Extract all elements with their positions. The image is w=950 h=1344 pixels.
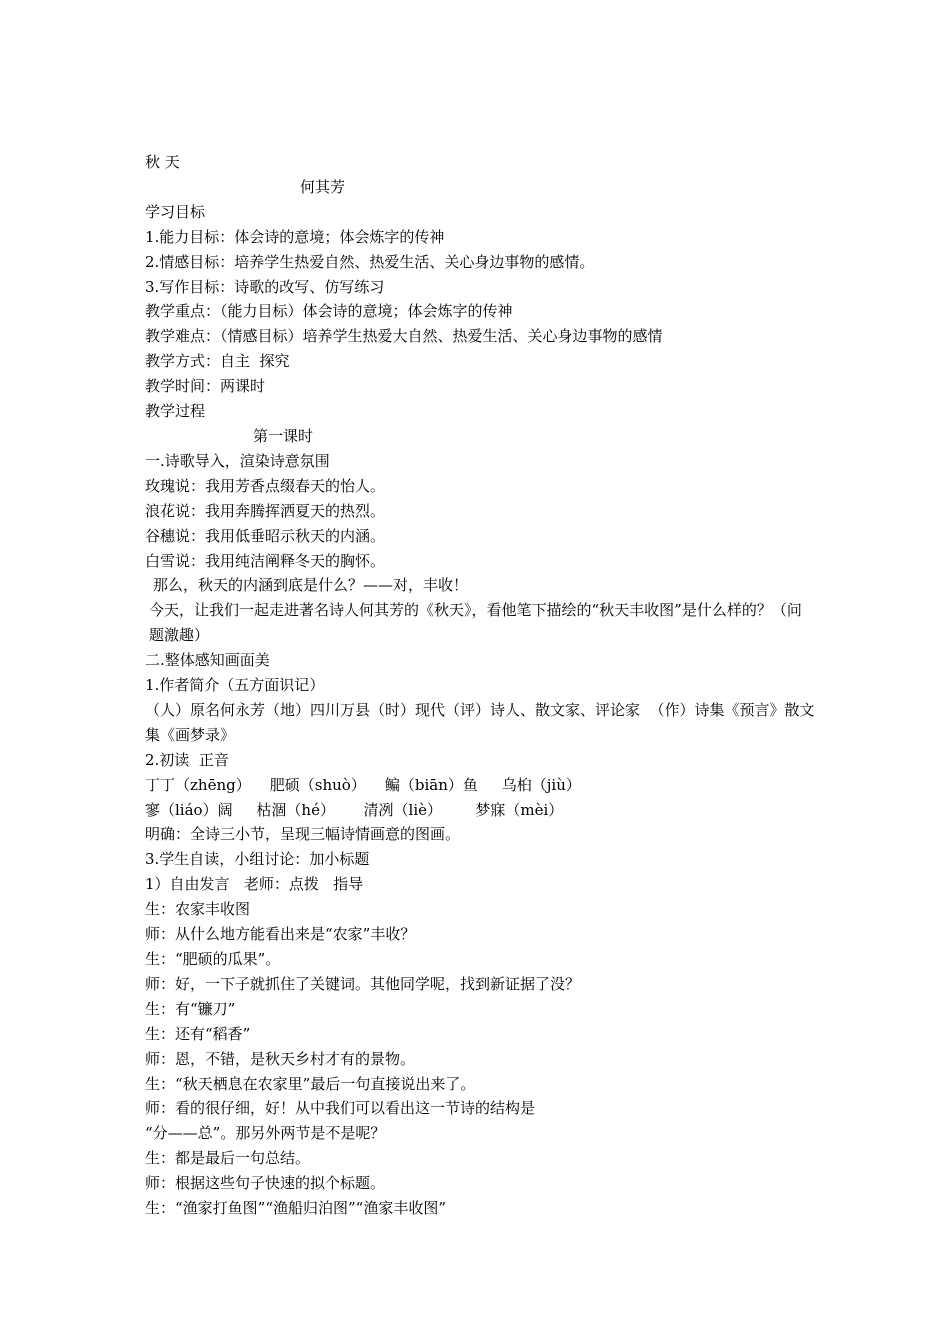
dialogue-teacher-4-cont: “分——总”。那另外两节是不是呢？ [145,1124,386,1143]
grain-line: 谷穗说：我用低垂昭示秋天的内涵。 [145,526,386,545]
self-read-heading: 3.学生自读，小组讨论：加小标题 [145,850,370,869]
snow-line: 白雪说：我用纯洁阐释冬天的胸怀。 [145,551,386,570]
dialogue-teacher-4: 师：看的很仔细，好！从中我们可以看出这一节诗的结构是 [145,1099,536,1118]
question-line: 那么，秋天的内涵到底是什么？——对，丰收！ [153,576,469,595]
pinyin-line-1: 丁丁（zhēng） 肥硕（shuò） 鳊（biān）鱼 乌桕（jiù） [145,775,581,794]
teaching-method: 教学方式：自主 探究 [145,352,290,371]
today-paragraph: 今天，让我们一起走进著名诗人何其芳的《秋天》，看他笔下描绘的“秋天丰收图”是什么样的？（问题激趣） [149,601,802,645]
dialogue-teacher-3: 师：恩，不错，是秋天乡村才有的景物。 [145,1049,416,1068]
dialogue-teacher-2: 师：好，一下子就抓住了关键词。其他同学呢，找到新证据了没？ [145,974,581,993]
free-speech-line: 1）自由发言 老师：点拨 指导 [145,875,364,894]
read-heading: 2.初读 正音 [145,750,229,769]
goal-writing: 3.写作目标：诗歌的改写、仿写练习 [145,277,385,296]
wave-line: 浪花说：我用奔腾挥洒夏天的热烈。 [145,501,386,520]
clarify-line: 明确：全诗三小节，呈现三幅诗情画意的图画。 [145,825,461,844]
dialogue-student-6: 生：都是最后一句总结。 [145,1149,311,1168]
rose-line: 玫瑰说：我用芳香点缀春天的怡人。 [145,476,386,495]
dialogue-teacher-5: 师：根据这些句子快速的拟个标题。 [145,1174,386,1193]
dialogue-student-7: 生：“渔家打鱼图”“渔船归泊图”“渔家丰收图” [145,1199,447,1218]
teaching-time: 教学时间：两课时 [145,377,266,396]
dialogue-student-3: 生：有“镰刀” [145,999,236,1018]
document-author: 何其芳 [300,177,346,196]
teaching-difficulty: 教学难点：（情感目标）培养学生热爱大自然、热爱生活、关心身边事物的感情 [145,327,663,346]
dialogue-student-2: 生：“肥硕的瓜果”。 [145,950,281,968]
document-title: 秋 天 [145,153,180,171]
part-one-heading: 一.诗歌导入，渲染诗意氛围 [145,451,330,470]
dialogue-teacher-1: 师：从什么地方能看出来是“农家”丰收？ [145,925,416,944]
goal-ability: 1.能力目标：体会诗的意境；体会炼字的传神 [145,227,445,246]
teaching-key-point: 教学重点：（能力目标）体会诗的意境；体会炼字的传神 [145,302,513,321]
lesson-one-heading: 第一课时 [253,426,314,445]
bio-paragraph: （人）原名何永芳（地）四川万县（时）现代（评）诗人、散文家、评论家 （作）诗集《预言》散文集《画梦录》 [145,700,815,744]
dialogue-student-5: 生：“秋天栖息在农家里”最后一句直接说出来了。 [145,1074,476,1093]
part-two-heading: 二.整体感知画面美 [145,651,270,670]
document-page [145,150,815,1221]
dialogue-student-4: 生：还有“稻香” [145,1024,251,1043]
goals-heading: 学习目标 [145,202,206,221]
process-heading: 教学过程 [145,402,206,421]
pinyin-line-2: 寥（liáo）阔 枯涸（hé） 清冽（liè） 梦寐（mèi） [145,800,564,819]
goal-emotion: 2.情感目标：培养学生热爱自然、热爱生活、关心身边事物的感情。 [145,252,595,271]
dialogue-student-1: 生：农家丰收图 [145,900,251,919]
bio-heading: 1.作者简介（五方面识记） [145,676,325,695]
